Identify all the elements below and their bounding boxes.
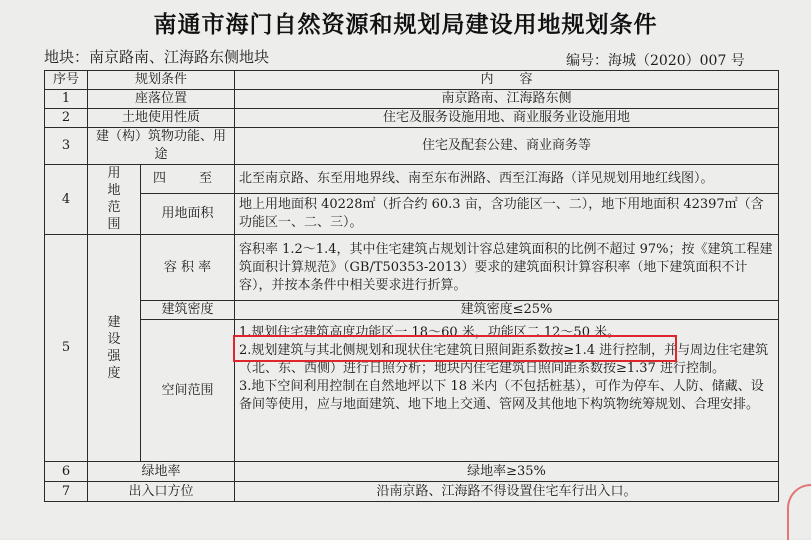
table-row xyxy=(45,482,779,502)
row-seq: 5 xyxy=(45,235,88,462)
row-content: 住宅及配套公建、商业商务等 xyxy=(235,128,779,165)
table-row xyxy=(45,193,779,234)
row-seq: 1 xyxy=(45,90,88,109)
table-row xyxy=(45,165,779,194)
space-item-1: 1.规划住宅建筑高度功能区一 18～60 米，功能区二 12～50 米。 xyxy=(239,325,621,340)
space-item-3: 3.地下空间利用控制在自然地坪以下 18 米内（不包括桩基），可作为停车、人防、储藏、设备间等使用，应与地面建筑、地下地上交通、管网及其他地下构筑物统筹规划、合理安排。 xyxy=(239,379,764,412)
row-content: 住宅及服务设施用地、商业服务业设施用地 xyxy=(235,109,779,128)
row-content: 地上用地面积 40228㎡（折合约 60.3 亩，含功能区一、二），地下用地面积 42397㎡（含功能区一、二、三）。 xyxy=(235,193,779,234)
table-row xyxy=(45,109,779,128)
row-label: 建（构）筑物功能、用途 xyxy=(88,128,235,165)
table-row xyxy=(45,235,779,301)
space-item-2: 2.规划建筑与其北侧规划和现状住宅建筑日照间距系数按≥1.4 进行控制，并与周边住宅建筑（北、东、西侧）进行日照分析；地块内住宅建筑日照间距系数按≥1.37 进行控制。 xyxy=(239,343,769,376)
table-row xyxy=(45,128,779,165)
document-title: 南通市海门自然资源和规划局建设用地规划条件 xyxy=(153,12,658,38)
row-group-label: 用地范围 xyxy=(88,165,141,235)
table-row xyxy=(45,90,779,109)
row-label: 土地使用性质 xyxy=(88,109,235,128)
row-sublabel: 四 至 xyxy=(141,165,235,194)
row-content: 建筑密度≤25% xyxy=(235,301,779,320)
row-seq: 3 xyxy=(45,128,88,165)
row-seq: 6 xyxy=(45,462,88,482)
highlight-box xyxy=(233,335,677,362)
row-seq: 2 xyxy=(45,109,88,128)
table-row xyxy=(45,462,779,482)
row-sublabel: 空间范围 xyxy=(141,320,235,462)
planning-conditions-table xyxy=(44,70,779,502)
row-label: 出入口方位 xyxy=(88,482,235,502)
row-sublabel: 容 积 率 xyxy=(141,235,235,301)
row-label: 座落位置 xyxy=(88,90,235,109)
row-sublabel: 建筑密度 xyxy=(141,301,235,320)
row-seq: 4 xyxy=(45,165,88,235)
row-seq: 7 xyxy=(45,482,88,502)
seal-stamp-edge xyxy=(787,484,811,540)
row-content: 容积率 1.2～1.4，其中住宅建筑占规划计容总建筑面积的比例不超过 97%；按《建筑工程建筑面积计算规范》（GB/T50353-2013）要求的建筑面积计算容积率（地下建筑面积不计容），并按本条件中相关要求进行折算。 xyxy=(235,235,779,301)
row-group-label: 建设强度 xyxy=(88,235,141,462)
row-label: 绿地率 xyxy=(88,462,235,482)
row-sublabel: 用地面积 xyxy=(141,193,235,234)
plot-location: 地块：南京路南、江海路东侧地块 xyxy=(44,48,270,66)
row-content: 南京路南、江海路东侧 xyxy=(235,90,779,109)
row-content: 绿地率≥35% xyxy=(235,462,779,482)
header-condition: 规划条件 xyxy=(88,71,235,90)
row-content: 沿南京路、江海路不得设置住宅车行出入口。 xyxy=(235,482,779,502)
document-number: 编号：海城（2020）007 号 xyxy=(566,53,745,69)
table-header-row xyxy=(45,71,779,90)
row-content: 北至南京路、东至用地界线、南至东布洲路、西至江海路（详见规划用地红线图）。 xyxy=(235,165,779,194)
header-seq: 序号 xyxy=(45,71,88,90)
header-content: 内 容 xyxy=(235,71,779,90)
table-row xyxy=(45,301,779,320)
